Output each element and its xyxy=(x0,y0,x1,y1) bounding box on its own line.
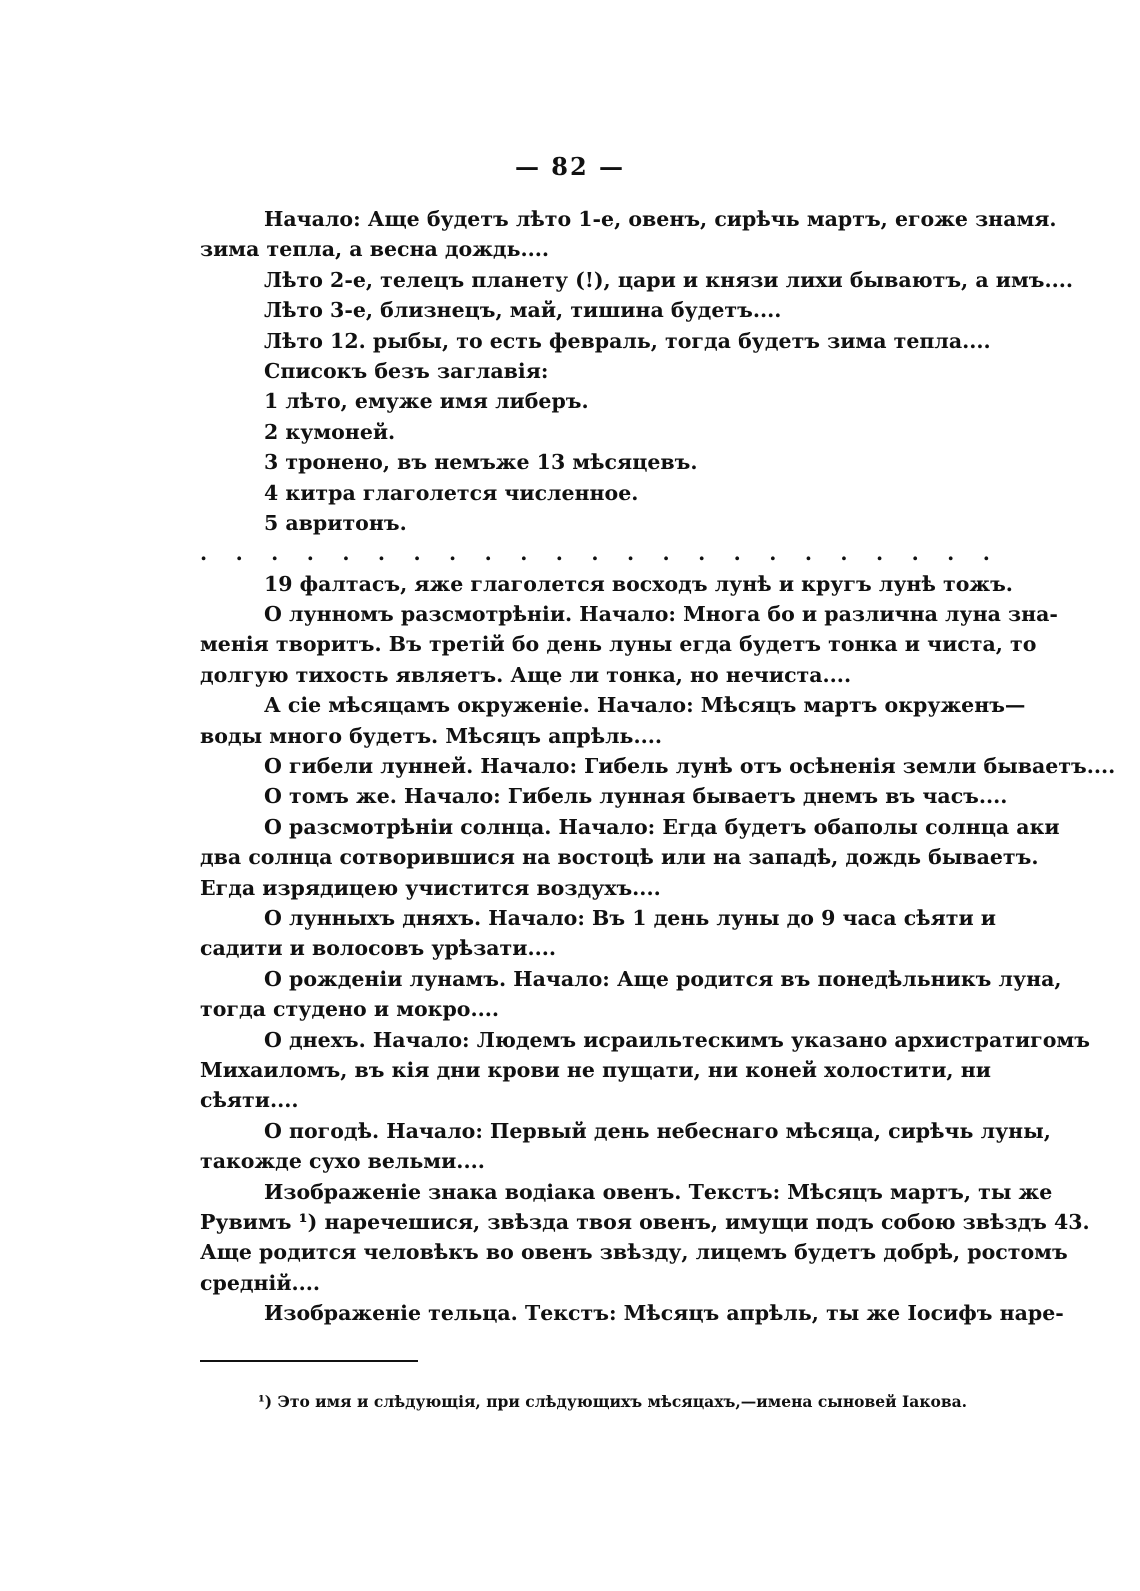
text-line: Начало: Аще будетъ лѣто 1-е, овенъ, сирѣчь мартъ, егоже знамя. xyxy=(264,207,1057,231)
text-line: О лунныхъ дняхъ. Начало: Въ 1 день луны до 9 часа сѣяти и xyxy=(264,905,996,930)
text-line: Аще родится человѣкъ во овенъ звѣзду, лицемъ будетъ добрѣ, ростомъ xyxy=(200,1240,1068,1265)
text-line: садити и волосовъ урѣзати.... xyxy=(200,936,557,961)
text-line: О разсмотрѣніи солнца. Начало: Егда будетъ обаполы солнца аки xyxy=(264,814,1060,839)
text-line: долгую тихость являетъ. Аще ли тонка, но нечиста.... xyxy=(200,662,852,687)
text-line: 3 тронено, въ немъже 13 мѣсяцевъ. xyxy=(264,450,698,475)
text-line: 2 кумоней. xyxy=(264,419,396,444)
text-line: Рувимъ ¹) наречешися, звѣзда твоя овенъ, имущи подъ собою звѣздъ 43. xyxy=(200,1209,1090,1234)
text-line: Изображеніе тельца. Текстъ: Мѣсяцъ апрѣль, ты же Іосифъ наре- xyxy=(264,1301,1064,1326)
text-line: Лѣто 2-е, телецъ планету (!), цари и князи лихи бываютъ, а имъ.... xyxy=(264,267,1074,292)
page-number: — 82 — xyxy=(514,152,626,181)
ellipsis-divider: . . . . . . . . . . . . . . . . . . . . . . . xyxy=(200,541,990,566)
text-line: Лѣто 3-е, близнецъ, май, тишина будетъ.... xyxy=(264,298,782,323)
text-line: А сіе мѣсяцамъ окруженіе. Начало: Мѣсяцъ мартъ окруженъ— xyxy=(264,693,1026,718)
text-line: Михаиломъ, въ кія дни крови не пущати, ни коней холостити, ни xyxy=(200,1057,991,1082)
text-line: О погодѣ. Начало: Первый день небеснаго мѣсяца, сирѣчь луны, xyxy=(264,1118,1051,1143)
text-line: два солнца сотворившися на востоцѣ или на западѣ, дождь бываетъ. xyxy=(200,845,1039,870)
text-line: сѣяти.... xyxy=(200,1088,299,1113)
text-line: Лѣто 12. рыбы, то есть февраль, тогда будетъ зима тепла.... xyxy=(264,328,991,353)
text-line: О днехъ. Начало: Людемъ исраильтескимъ указано архистратигомъ xyxy=(264,1027,1090,1052)
text-line: Егда изрядицею учистится воздухъ.... xyxy=(200,875,661,900)
text-line: Изображеніе знака водіака овенъ. Текстъ: Мѣсяцъ мартъ, ты же xyxy=(264,1179,1053,1204)
text-line: среднiй.... xyxy=(200,1270,321,1295)
text-line: О рожденіи лунамъ. Начало: Аще родится въ понедѣльникъ луна, xyxy=(264,966,1062,991)
text-line: 1 лѣто, емуже имя либеръ. xyxy=(264,389,589,414)
text-line: воды много будетъ. Мѣсяцъ апрѣль.... xyxy=(200,723,663,748)
text-line: менія творитъ. Въ третій бо день луны егда будетъ тонка и чиста, то xyxy=(200,632,1037,657)
text-line: 19 фалтасъ, яже глаголется восходъ лунѣ и кругъ лунѣ тожъ. xyxy=(264,571,1013,596)
text-line: такожде сухо вельми.... xyxy=(200,1149,485,1174)
footnote: ¹) Это имя и слѣдующія, при слѣдующихъ мѣсяцахъ,—имена сыновей Іакова. xyxy=(258,1392,968,1411)
text-line: 4 китра глаголется численное. xyxy=(264,480,639,505)
text-line: зима тепла, а весна дождь.... xyxy=(200,237,550,262)
footnote-divider xyxy=(200,1360,418,1362)
text-line: О гибели лунней. Начало: Гибель лунѣ отъ осѣненія земли бываетъ.... xyxy=(264,754,1116,779)
text-line: Списокъ безъ заглавія: xyxy=(264,358,549,383)
text-line: 5 авритонъ. xyxy=(264,510,407,535)
body-text xyxy=(200,204,1116,1328)
text-line: О томъ же. Начало: Гибель лунная бываетъ днемъ въ часъ.... xyxy=(264,784,1008,809)
text-line: О лунномъ разсмотрѣніи. Начало: Многа бо и различна луна зна- xyxy=(264,602,1058,627)
text-line: тогда студено и мокро.... xyxy=(200,997,500,1022)
